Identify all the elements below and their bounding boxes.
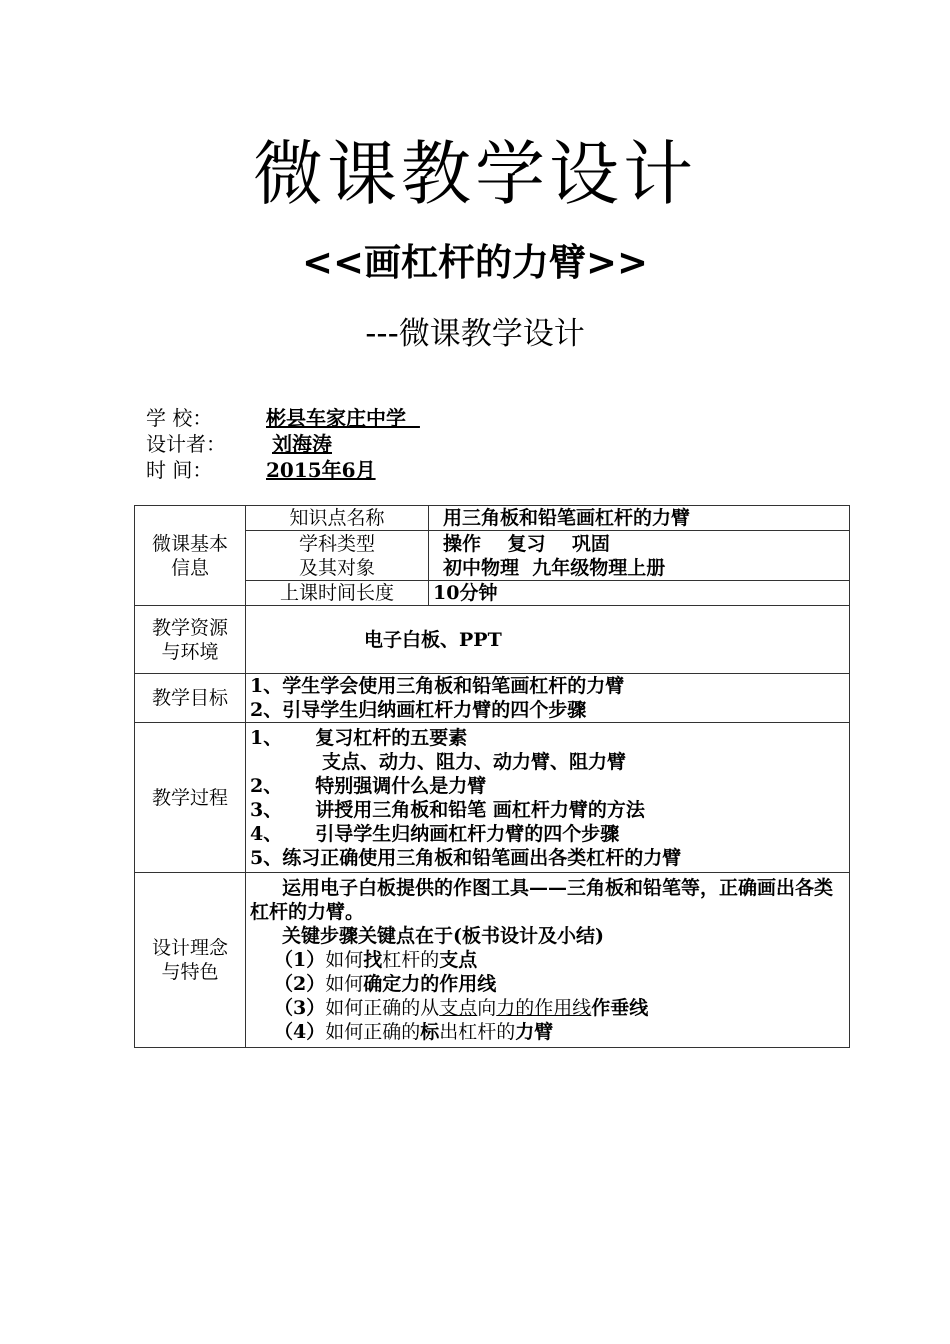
subject-label: [246, 531, 429, 581]
goals-label: 教学目标: [135, 674, 246, 723]
document-title: 微课教学设计: [253, 133, 697, 215]
duration-value: 10分钟: [429, 581, 850, 606]
time-label: 时 间：: [146, 458, 213, 482]
process-item: 4、 引导学生归纳画杠杆力臂的四个步骤: [250, 822, 620, 845]
process-item: 支点、动力、阻力、动力臂、阻力臂: [322, 750, 627, 773]
document-subtitle: <<画杠杆的力臂>>: [301, 241, 648, 284]
document-subsubtitle: ---微课教学设计: [365, 316, 585, 352]
table-row: [135, 723, 850, 873]
process-label: 教学过程: [135, 723, 246, 873]
knowledge-value: 用三角板和铅笔画杠杆的力臂: [429, 506, 850, 531]
design-content: [246, 873, 850, 1048]
school-value: 彬县车家庄中学: [266, 406, 420, 430]
resources-value: 电子白板、PPT: [246, 606, 850, 674]
process-list: [246, 723, 850, 873]
designer-value: 刘海涛: [272, 432, 332, 456]
design-step: （4）如何正确的标出杠杆的力臂: [274, 1021, 554, 1043]
knowledge-label: 知识点名称: [246, 506, 429, 531]
designer-label: 设计者：: [146, 432, 226, 456]
time-line: [146, 457, 376, 483]
goal-item: 2、引导学生归纳画杠杆力臂的四个步骤: [250, 699, 587, 721]
process-item: 1、 复习杠杆的五要素: [250, 726, 468, 749]
design-step: （1）如何找杠杆的支点: [274, 949, 478, 971]
designer-line: [146, 431, 332, 457]
subject-value-line-2: 初中物理 九年级物理上册: [443, 556, 666, 579]
resources-label: 教学资源与环境: [135, 606, 246, 674]
duration-label: 上课时间长度: [246, 581, 429, 606]
design-intro: 运用电子白板提供的作图工具——三角板和铅笔等，正确画出各类杠杆的力臂。: [250, 877, 834, 923]
subject-label-line-1: 学科类型: [298, 532, 375, 555]
design-key: 关键步骤关键点在于(板书设计及小结): [282, 925, 604, 947]
time-value: 2015年6月: [266, 458, 376, 482]
design-step: （2）如何确定力的作用线: [274, 973, 497, 995]
basic-info-label: 微课基本信息: [135, 506, 246, 606]
subject-label-line-2: 及其对象: [298, 556, 375, 579]
subject-value-line-1: 操作 复习 巩固: [443, 532, 610, 555]
school-label: 学 校：: [146, 406, 213, 430]
design-label: 设计理念与特色: [135, 873, 246, 1048]
table-row: [135, 606, 850, 674]
table-row: [135, 674, 850, 723]
lesson-info-table: [134, 505, 850, 1048]
table-row: [135, 873, 850, 1048]
process-item: 3、 讲授用三角板和铅笔 画杠杆力臂的方法: [250, 798, 645, 821]
table-row: [135, 506, 850, 531]
design-step: （3）如何正确的从支点向力的作用线作垂线: [274, 997, 649, 1019]
subject-value: [429, 531, 850, 581]
process-item: 2、 特别强调什么是力臂: [250, 774, 487, 797]
process-item: 5、练习正确使用三角板和铅笔画出各类杠杆的力臂: [250, 846, 682, 869]
goal-item: 1、学生学会使用三角板和铅笔画杠杆的力臂: [250, 675, 625, 697]
school-line: [146, 405, 420, 431]
goals-list: [246, 674, 850, 723]
